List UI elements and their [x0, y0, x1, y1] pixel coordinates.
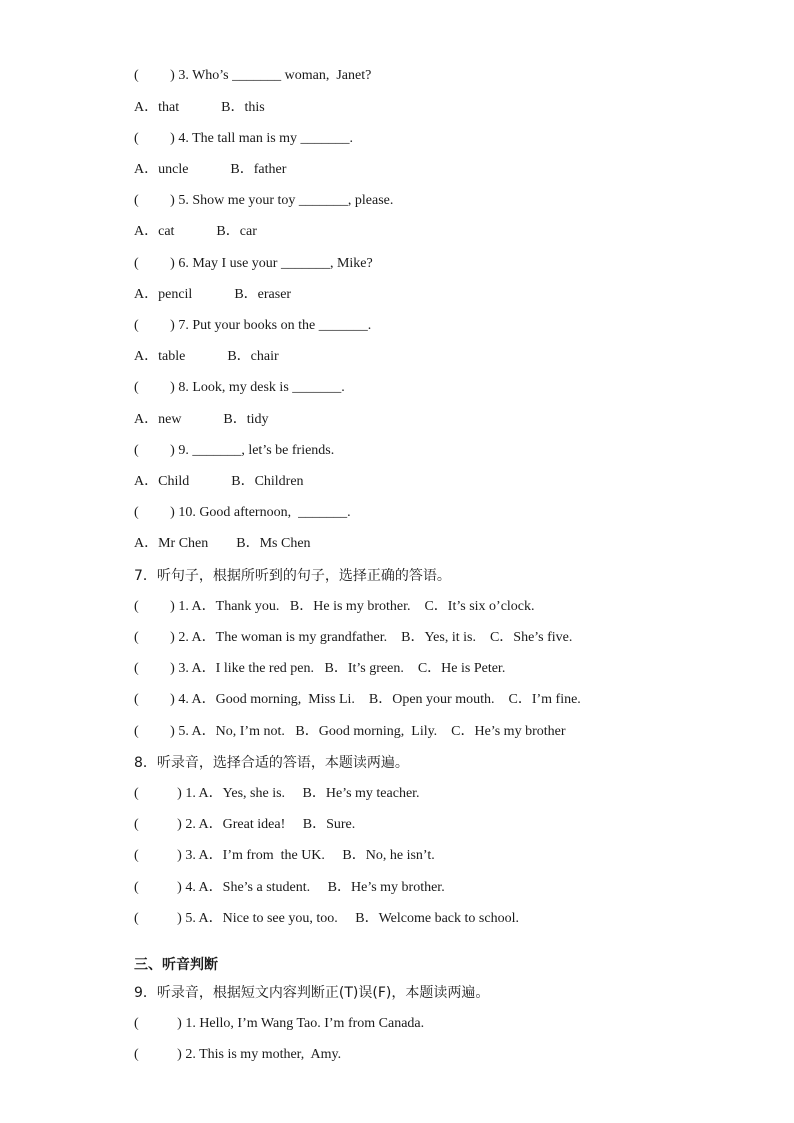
s8-item-2: ( ) 2. A．Great idea! B．Sure.: [134, 817, 356, 832]
question-8: ( ) 8. Look, my desk is _______.: [134, 380, 345, 395]
question-9: ( ) 9. _______, let’s be friends.: [134, 443, 335, 458]
question-10: ( ) 10. Good afternoon, _______.: [134, 505, 351, 520]
options-4: A．uncle B．father: [134, 162, 287, 177]
s8-item-1: ( ) 1. A．Yes, she is. B．He’s my teacher.: [134, 786, 420, 801]
section-9-heading: 9．听录音，根据短文内容判断正(T)误(F)，本题读两遍。: [134, 985, 490, 1001]
options-8: A．new B．tidy: [134, 412, 269, 427]
s9-item-2: ( ) 2. This is my mother, Amy.: [134, 1047, 342, 1062]
s8-item-5: ( ) 5. A．Nice to see you, too. B．Welcome back to school.: [134, 911, 519, 926]
section-7-heading: 7．听句子，根据所听到的句子，选择正确的答语。: [134, 568, 451, 584]
question-5: ( ) 5. Show me your toy _______, please.: [134, 193, 394, 208]
s7-item-5: ( ) 5. A．No, I’m not. B．Good morning, Lily. C．He’s my brother: [134, 724, 566, 739]
options-9: A．Child B．Children: [134, 474, 304, 489]
options-5: A．cat B．car: [134, 224, 257, 239]
options-3: A．that B．this: [134, 100, 265, 115]
options-10: A．Mr Chen B．Ms Chen: [134, 536, 311, 551]
s8-item-4: ( ) 4. A．She’s a student. B．He’s my brother.: [134, 880, 445, 895]
options-7: A．table B．chair: [134, 349, 279, 364]
question-3: ( ) 3. Who’s _______ woman, Janet?: [134, 68, 372, 83]
s7-item-4: ( ) 4. A．Good morning, Miss Li. B．Open your mouth. C．I’m fine.: [134, 692, 581, 707]
options-6: A．pencil B．eraser: [134, 287, 292, 302]
s9-item-1: ( ) 1. Hello, I’m Wang Tao. I’m from Canada.: [134, 1016, 425, 1031]
s7-item-3: ( ) 3. A．I like the red pen. B．It’s green. C．He is Peter.: [134, 661, 506, 676]
s7-item-2: ( ) 2. A．The woman is my grandfather. B．Yes, it is. C．She’s five.: [134, 630, 573, 645]
question-4: ( ) 4. The tall man is my _______.: [134, 131, 354, 146]
question-6: ( ) 6. May I use your _______, Mike?: [134, 256, 373, 271]
s7-item-1: ( ) 1. A．Thank you. B．He is my brother. C．It’s six o’clock.: [134, 599, 535, 614]
part-3-heading: 三、听音判断: [134, 957, 218, 973]
section-8-heading: 8．听录音，选择合适的答语，本题读两遍。: [134, 755, 409, 771]
s8-item-3: ( ) 3. A．I’m from the UK. B．No, he isn’t.: [134, 848, 435, 863]
question-7: ( ) 7. Put your books on the _______.: [134, 318, 372, 333]
